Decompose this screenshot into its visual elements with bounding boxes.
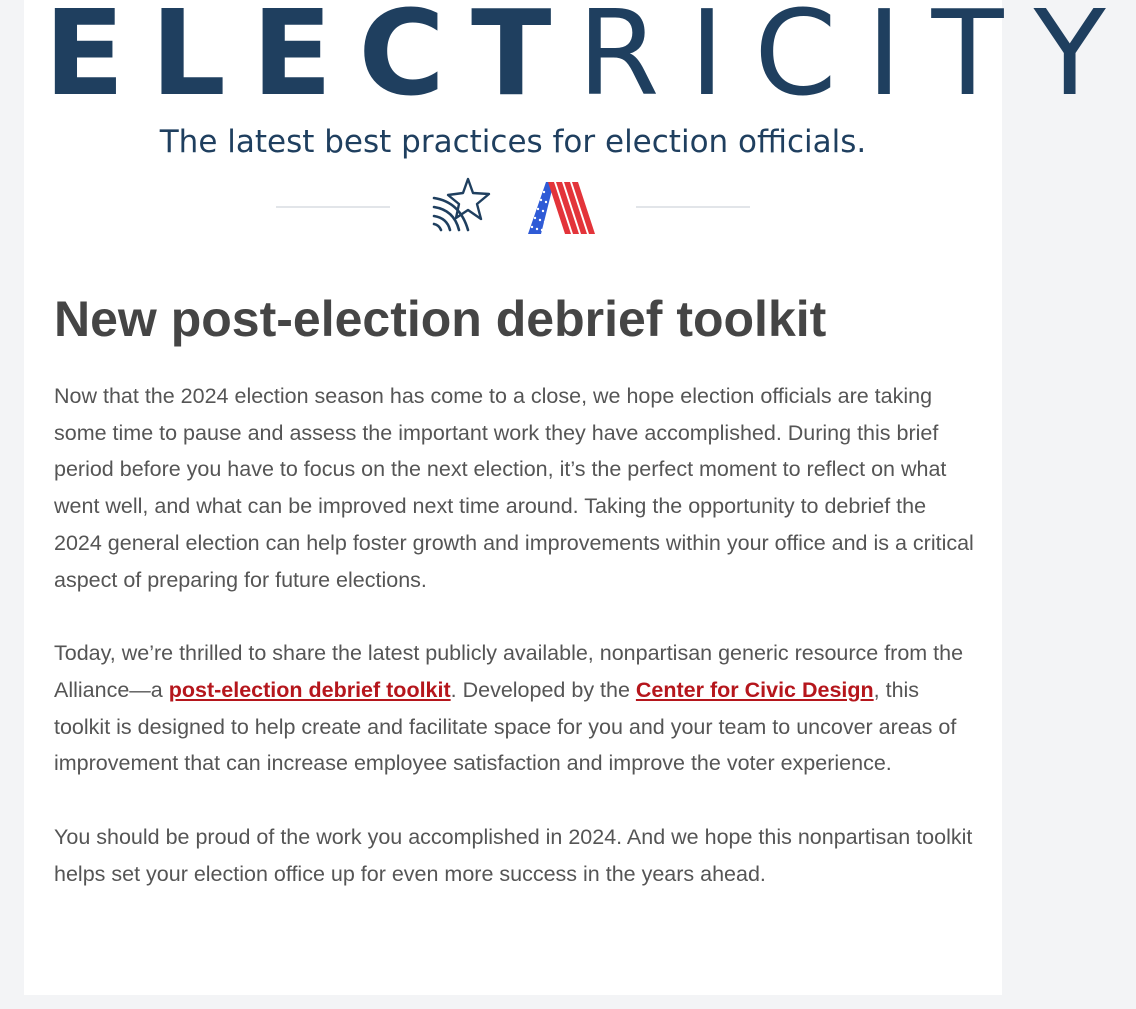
divider-right — [636, 206, 750, 208]
masthead-tagline: The latest best practices for election officials. — [159, 124, 867, 160]
paragraph-toolkit — [54, 635, 974, 782]
debrief-toolkit-link[interactable]: post-election debrief toolkit — [168, 677, 451, 702]
paragraph-intro: Now that the 2024 election season has come to a close, we hope election officials are taking some time to pause and assess the important work they have accomplished. During this brief period before you have to focus on the next election, it’s the perfect moment to reflect on what went well, and what can be improved next time around. Taking the opportunity to debrief the 2024 general election can help foster growth and improvements within your office and is a critical aspect of preparing for future elections. — [54, 384, 974, 592]
flag-letter-a-icon — [524, 180, 596, 236]
article-headline: New post-election debrief toolkit — [54, 291, 827, 347]
paragraph-toolkit-text-1: Today, we’re thrilled to share the latest publicly available, nonpartisan generic resource from the Alliance—a — [54, 641, 964, 702]
article-body — [54, 378, 974, 929]
paragraph-toolkit-text-3: , this toolkit is designed to help create and facilitate space for you and your team to uncover areas of improvement that can increase employee satisfaction and improve the voter experience. — [54, 677, 957, 776]
wordmark-bold-part: ELECT — [44, 0, 578, 122]
paragraph-toolkit-text-2: . Developed by the — [450, 677, 636, 702]
wordmark-thin-part: RICITY — [577, 0, 1136, 122]
masthead-wordmark — [44, 0, 1136, 122]
paragraph-closing: You should be proud of the work you accomplished in 2024. And we hope this nonpartisan toolkit helps set your election office up for even more success in the years ahead. — [54, 825, 973, 886]
email-content-card — [24, 0, 1136, 995]
star-radio-waves-icon — [428, 176, 494, 238]
divider-left — [276, 206, 390, 208]
center-for-civic-design-link[interactable]: Center for Civic Design — [635, 677, 874, 702]
